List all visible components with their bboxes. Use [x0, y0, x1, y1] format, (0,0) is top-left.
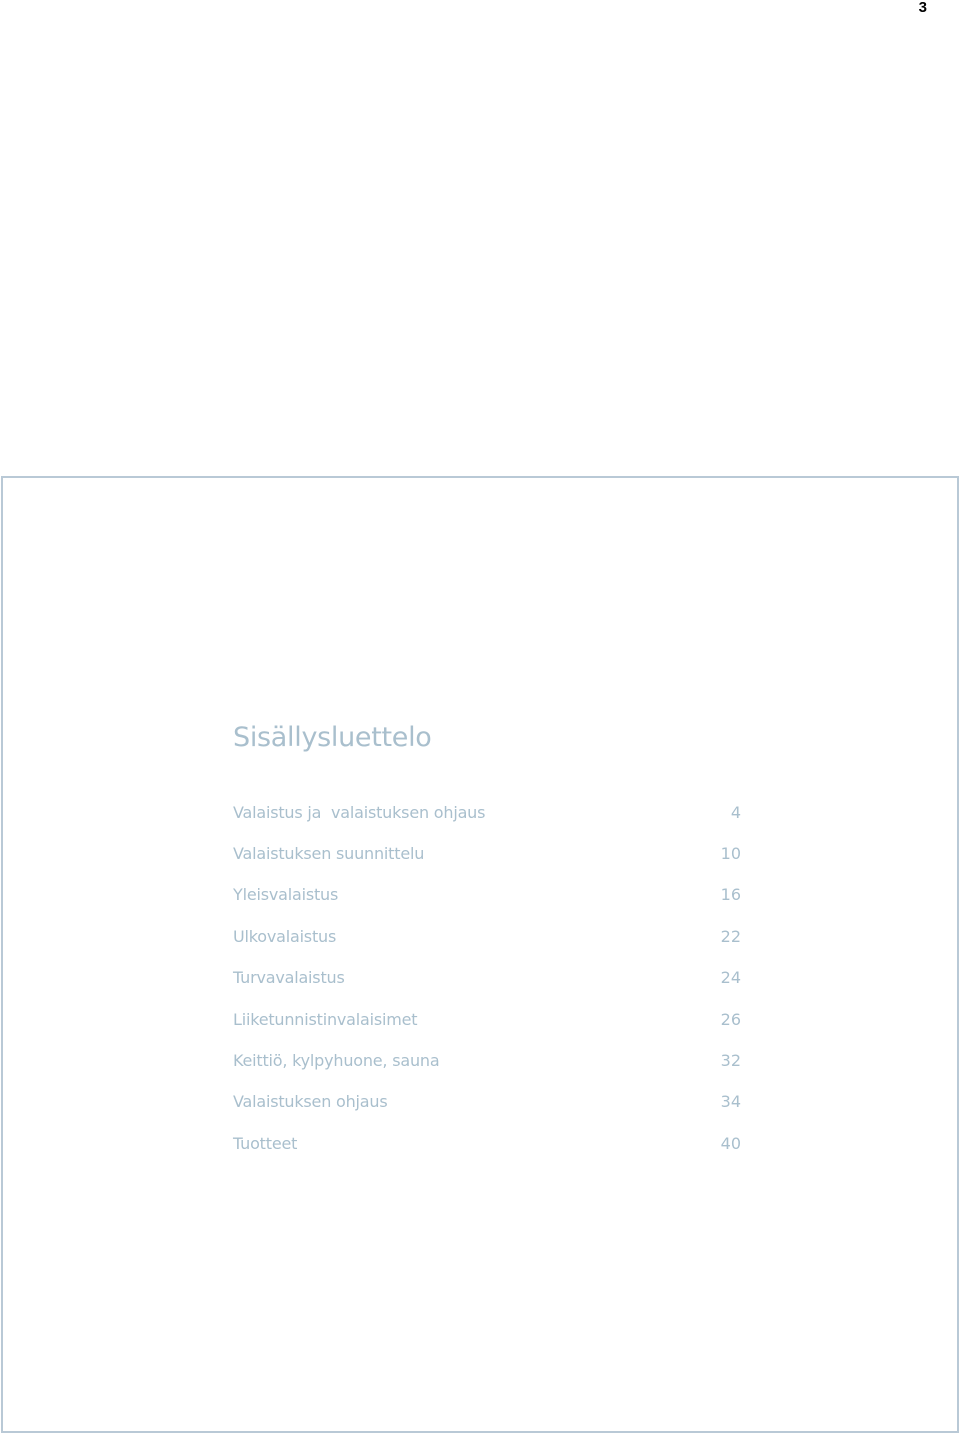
toc-item-page: 10 — [720, 844, 741, 864]
toc-item-label: Liiketunnistinvalaisimet — [233, 1009, 418, 1029]
toc-item-label: Valaistus ja valaistuksen ohjaus — [233, 802, 486, 822]
toc-item[interactable] — [233, 875, 741, 916]
toc-item-label: Yleisvalaistus — [233, 885, 339, 905]
toc-item-page: 4 — [730, 802, 741, 822]
toc-item[interactable] — [233, 792, 741, 833]
toc-item[interactable] — [233, 999, 741, 1040]
toc-item-label: Valaistuksen ohjaus — [233, 1092, 388, 1112]
toc-item-page: 22 — [720, 926, 741, 946]
toc-item-label: Valaistuksen suunnittelu — [233, 844, 425, 864]
toc-item-label: Tuotteet — [233, 1133, 298, 1153]
toc-item[interactable] — [233, 1123, 741, 1164]
toc-item-page: 16 — [720, 885, 741, 905]
toc-item-page: 32 — [720, 1051, 741, 1071]
toc-item[interactable] — [233, 1040, 741, 1081]
toc-item-label: Turvavalaistus — [233, 968, 345, 988]
toc-list — [233, 792, 741, 1165]
toc-item-label: Ulkovalaistus — [233, 926, 337, 946]
toc-item[interactable] — [233, 833, 741, 874]
toc-item-page: 34 — [720, 1092, 741, 1112]
toc-item-page: 40 — [720, 1133, 741, 1153]
toc-item[interactable] — [233, 1082, 741, 1123]
toc-item[interactable] — [233, 958, 741, 999]
toc-item[interactable] — [233, 916, 741, 957]
toc-title: Sisällysluettelo — [233, 722, 432, 753]
page-number: 3 — [918, 0, 927, 16]
toc-item-page: 24 — [720, 968, 741, 988]
toc-item-label: Keittiö, kylpyhuone, sauna — [233, 1051, 440, 1071]
toc-item-page: 26 — [720, 1009, 741, 1029]
